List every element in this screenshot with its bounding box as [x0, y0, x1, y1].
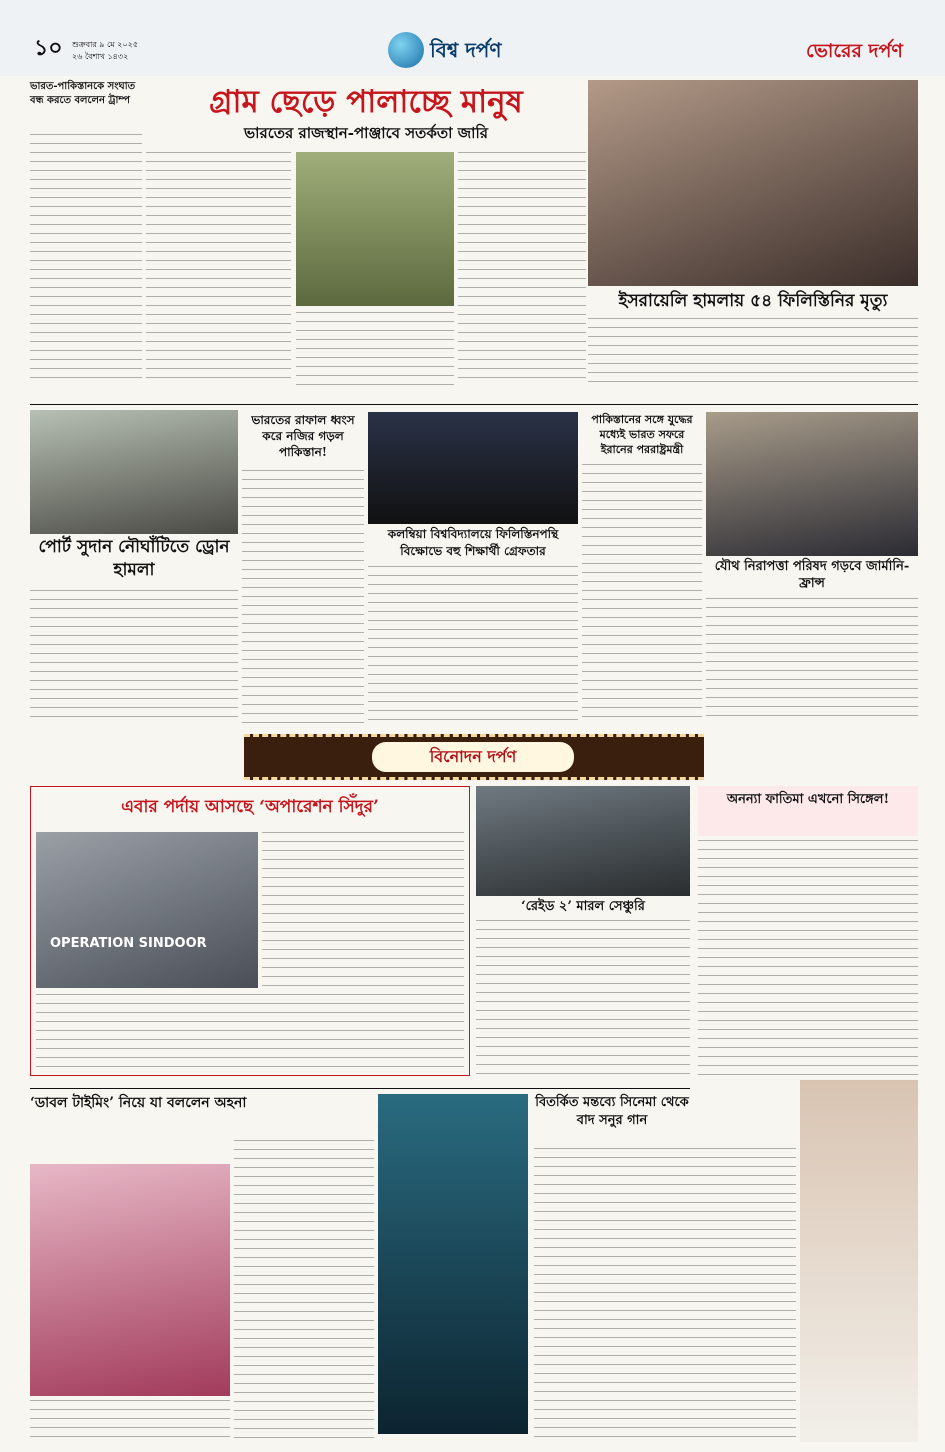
headline-columbia: কলম্বিয়া বিশ্ববিদ্যালয়ে ফিলিস্তিনপন্থি বিক্ষোভে বহু শিক্ষার্থী গ্রেফতার — [387, 527, 559, 558]
article-text — [534, 1148, 796, 1440]
issue-date-bangla: ২৬ বৈশাখ ১৪৩২ — [72, 52, 129, 61]
raid-2-poster — [476, 786, 690, 896]
entertainment-banner: বিনোদন দর্পণ — [372, 742, 574, 772]
globe-icon — [388, 32, 424, 68]
lead-headline: গ্রাম ছেড়ে পালাচ্ছে মানুষ — [209, 84, 523, 120]
ananya-photo — [800, 1080, 918, 1442]
lead-subheadline: ভারতের রাজস্থান-পাঞ্জাবে সতর্কতা জারি — [243, 124, 489, 142]
article-text — [30, 590, 238, 724]
article-text — [588, 318, 918, 386]
sonu-photo — [378, 1094, 528, 1434]
divider — [30, 1088, 690, 1089]
headline-israel: ইসরায়েলি হামলায় ৫৪ ফিলিস্তিনির মৃত্যু — [618, 291, 888, 311]
article-text — [242, 470, 364, 724]
headline-trump: ভারত-পাকিস্তানকে সংঘাত বন্ধ করতে বললেন ট্রাম্প — [30, 81, 136, 106]
article-text — [296, 312, 454, 386]
article-text — [368, 566, 578, 724]
article-text — [476, 920, 690, 1076]
leaders-photo — [706, 412, 918, 556]
cattle-cart-photo — [296, 152, 454, 306]
divider — [30, 404, 918, 405]
newspaper-name: ভোরের দর্পণ — [806, 40, 903, 62]
port-sudan-photo — [30, 410, 238, 534]
operation-sindoor-poster — [36, 832, 258, 988]
article-text — [36, 994, 464, 1070]
page-number: ১০ — [34, 35, 63, 61]
headline-port-sudan: পোর্ট সুদান নৌঘাঁটিতে ড্রোন হামলা — [38, 537, 230, 580]
issue-date: শুক্রবার ৯ মে ২০২৫ — [72, 40, 139, 49]
headline-ananya: অনন্যা ফাতিমা এখনো সিঙ্গেল! — [726, 792, 890, 807]
headline-joint-security: যৌথ নিরাপত্তা পরিষদ গড়বে জার্মানি-ফ্রান্স — [714, 559, 910, 591]
headline-sonu: বিতর্কিত মন্তব্যে সিনেমা থেকে বাদ সনুর গান — [535, 1095, 689, 1128]
headline-sindoor: এবার পর্দায় আসছে ‘অপারেশন সিঁদুর’ — [121, 797, 379, 817]
article-text — [262, 832, 464, 988]
headline-rafale: ভারতের রাফাল ধ্বংস করে নজির গড়ল পাকিস্তান! — [251, 413, 355, 459]
article-text — [30, 1400, 230, 1440]
article-text — [146, 152, 291, 386]
headline-iran: পাকিস্তানের সঙ্গে যুদ্ধের মধ্যেই ভারত সফরে ইরানের পররাষ্ট্রমন্ত্রী — [591, 413, 693, 456]
mourners-photo — [588, 80, 918, 286]
protest-arrest-photo — [368, 412, 578, 524]
ahona-photo — [30, 1164, 230, 1396]
article-text — [582, 464, 702, 724]
article-text — [30, 134, 142, 386]
masthead — [0, 0, 945, 76]
poster-title: OPERATION SINDOOR — [50, 936, 207, 951]
article-text — [706, 598, 918, 724]
article-text — [698, 840, 918, 1080]
headline-raid-2: ‘রেইড ২’ মারল সেঞ্চুরি — [521, 899, 645, 914]
section-title: বিশ্ব দর্পণ — [430, 38, 502, 62]
article-text — [458, 152, 586, 386]
article-text — [234, 1140, 374, 1440]
headline-double-timing: ‘ডাবল টাইমিং’ নিয়ে যা বললেন অহনা — [30, 1095, 247, 1111]
